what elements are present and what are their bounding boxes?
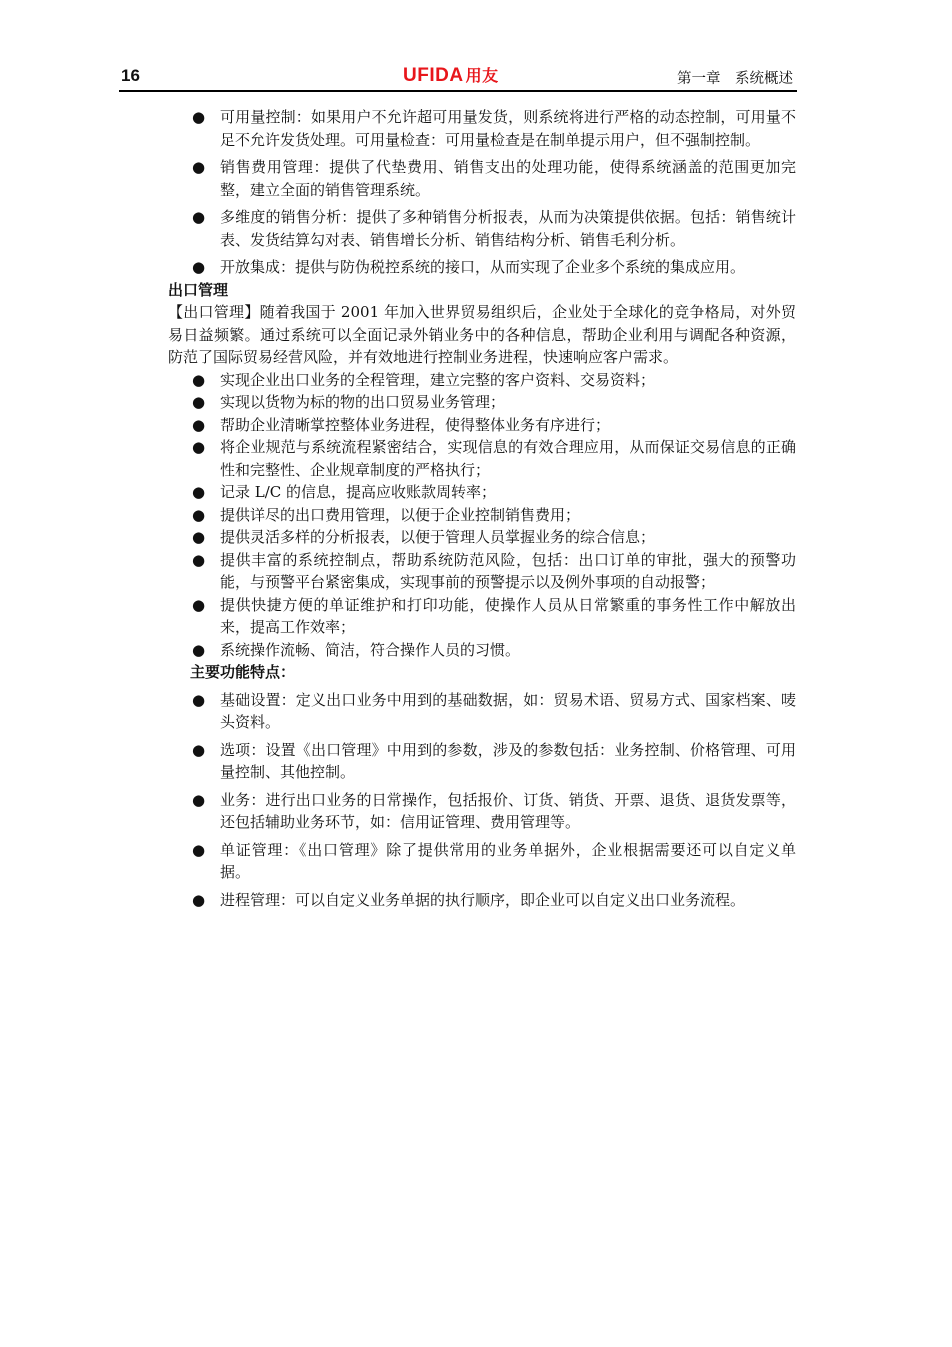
list-item: ● 记录 L/C 的信息，提高应收账款周转率； xyxy=(168,481,796,504)
page-content xyxy=(168,106,796,911)
bullet-icon: ● xyxy=(192,158,206,176)
bullet-icon: ● xyxy=(192,740,206,759)
list-item: ● 开放集成：提供与防伪税控系统的接口，从而实现了企业多个系统的集成应用。 xyxy=(168,256,796,279)
list-item: ● 基础设置：定义出口业务中用到的基础数据，如：贸易术语、贸易方式、国家档案、唛头资料。 xyxy=(192,690,796,731)
sales-bullet-list xyxy=(168,106,796,279)
list-item: ● 实现企业出口业务的全程管理，建立完整的客户资料、交易资料； xyxy=(168,369,796,392)
bullet-icon: ● xyxy=(192,108,206,126)
chapter-title: 第一章 系统概述 xyxy=(677,71,793,87)
list-item: ● 提供详尽的出口费用管理，以便于企业控制销售费用； xyxy=(168,504,796,527)
bullet-icon: ● xyxy=(192,258,206,276)
export-bullet-list xyxy=(168,369,796,662)
list-item: ● 进程管理：可以自定义业务单据的执行顺序，即企业可以自定义出口业务流程。 xyxy=(168,889,796,912)
section-title-export: 出口管理 xyxy=(168,280,229,299)
list-item: ● 提供灵活多样的分析报表，以便于管理人员掌握业务的综合信息； xyxy=(168,526,796,549)
bullet-icon: ● xyxy=(192,890,206,909)
ufida-logo xyxy=(403,63,499,87)
list-item: ● 单证管理：《出口管理》除了提供常用的业务单据外，企业根据需要还可以自定义单据。 xyxy=(192,840,796,881)
bullet-icon: ● xyxy=(192,595,206,614)
bullet-icon: ● xyxy=(192,483,206,501)
features-bullet-list xyxy=(168,689,796,912)
bullet-icon: ● xyxy=(192,505,206,524)
list-item: ● 帮助企业清晰掌控整体业务进程，使得整体业务有序进行； xyxy=(168,414,796,437)
list-item: ● 销售费用管理：提供了代垫费用、销售支出的处理功能，使得系统涵盖的范围更加完整，建立全面的销售管理系统。 xyxy=(192,158,796,199)
bullet-icon: ● xyxy=(192,438,206,456)
list-item: ● 实现以货物为标的物的出口贸易业务管理； xyxy=(168,391,796,414)
export-intro: 【出口管理】随着我国于 2001 年加入世界贸易组织后，企业处于全球化的竞争格局，对外贸易日益频繁。通过系统可以全面记录外销业务中的各种信息，帮助企业利用与调配各种资源，防范了国际贸易经营风险，并有效地进行控制业务进程，快速响应客户需求。 xyxy=(168,303,796,366)
bullet-icon: ● xyxy=(192,370,206,389)
bullet-icon: ● xyxy=(192,528,206,546)
bullet-icon: ● xyxy=(192,640,206,659)
bullet-icon: ● xyxy=(192,208,206,226)
bullet-icon: ● xyxy=(192,690,206,709)
section-title-features: 主要功能特点： xyxy=(190,663,296,681)
list-item: ● 多维度的销售分析：提供了多种销售分析报表，从而为决策提供依据。包括：销售统计表、发货结算勾对表、销售增长分析、销售结构分析、销售毛利分析。 xyxy=(192,208,796,249)
list-item: ● 系统操作流畅、简洁，符合操作人员的习惯。 xyxy=(168,639,796,662)
logo-brand-cn: 用友 xyxy=(465,66,499,85)
list-item: ● 将企业规范与系统流程紧密结合，实现信息的有效合理应用，从而保证交易信息的正确性和完整性、企业规章制度的严格执行； xyxy=(192,438,796,479)
list-item: ● 业务：进行出口业务的日常操作，包括报价、订货、销货、开票、退货、退货发票等，还包括辅助业务环节，如：信用证管理、费用管理等。 xyxy=(192,790,796,831)
list-item: ● 可用量控制：如果用户不允许超可用量发货，则系统将进行严格的动态控制，可用量不足不允许发货处理。可用量检查：可用量检查是在制单提示用户，但不强制控制。 xyxy=(192,108,796,149)
bullet-icon: ● xyxy=(192,393,206,411)
bullet-icon: ● xyxy=(192,550,206,569)
list-item: ● 选项：设置《出口管理》中用到的参数，涉及的参数包括：业务控制、价格管理、可用量控制、其他控制。 xyxy=(192,740,796,781)
list-item: ● 提供丰富的系统控制点，帮助系统防范风险，包括：出口订单的审批，强大的预警功能，与预警平台紧密集成，实现事前的预警提示以及例外事项的自动报警； xyxy=(192,550,796,591)
bullet-icon: ● xyxy=(192,840,206,859)
logo-brand: UFIDA xyxy=(403,65,464,86)
page-number: 16 xyxy=(121,66,140,85)
bullet-icon: ● xyxy=(192,790,206,809)
page-header xyxy=(119,62,797,92)
bullet-icon: ● xyxy=(192,415,206,434)
list-item: ● 提供快捷方便的单证维护和打印功能，使操作人员从日常繁重的事务性工作中解放出来，提高工作效率； xyxy=(192,595,796,636)
